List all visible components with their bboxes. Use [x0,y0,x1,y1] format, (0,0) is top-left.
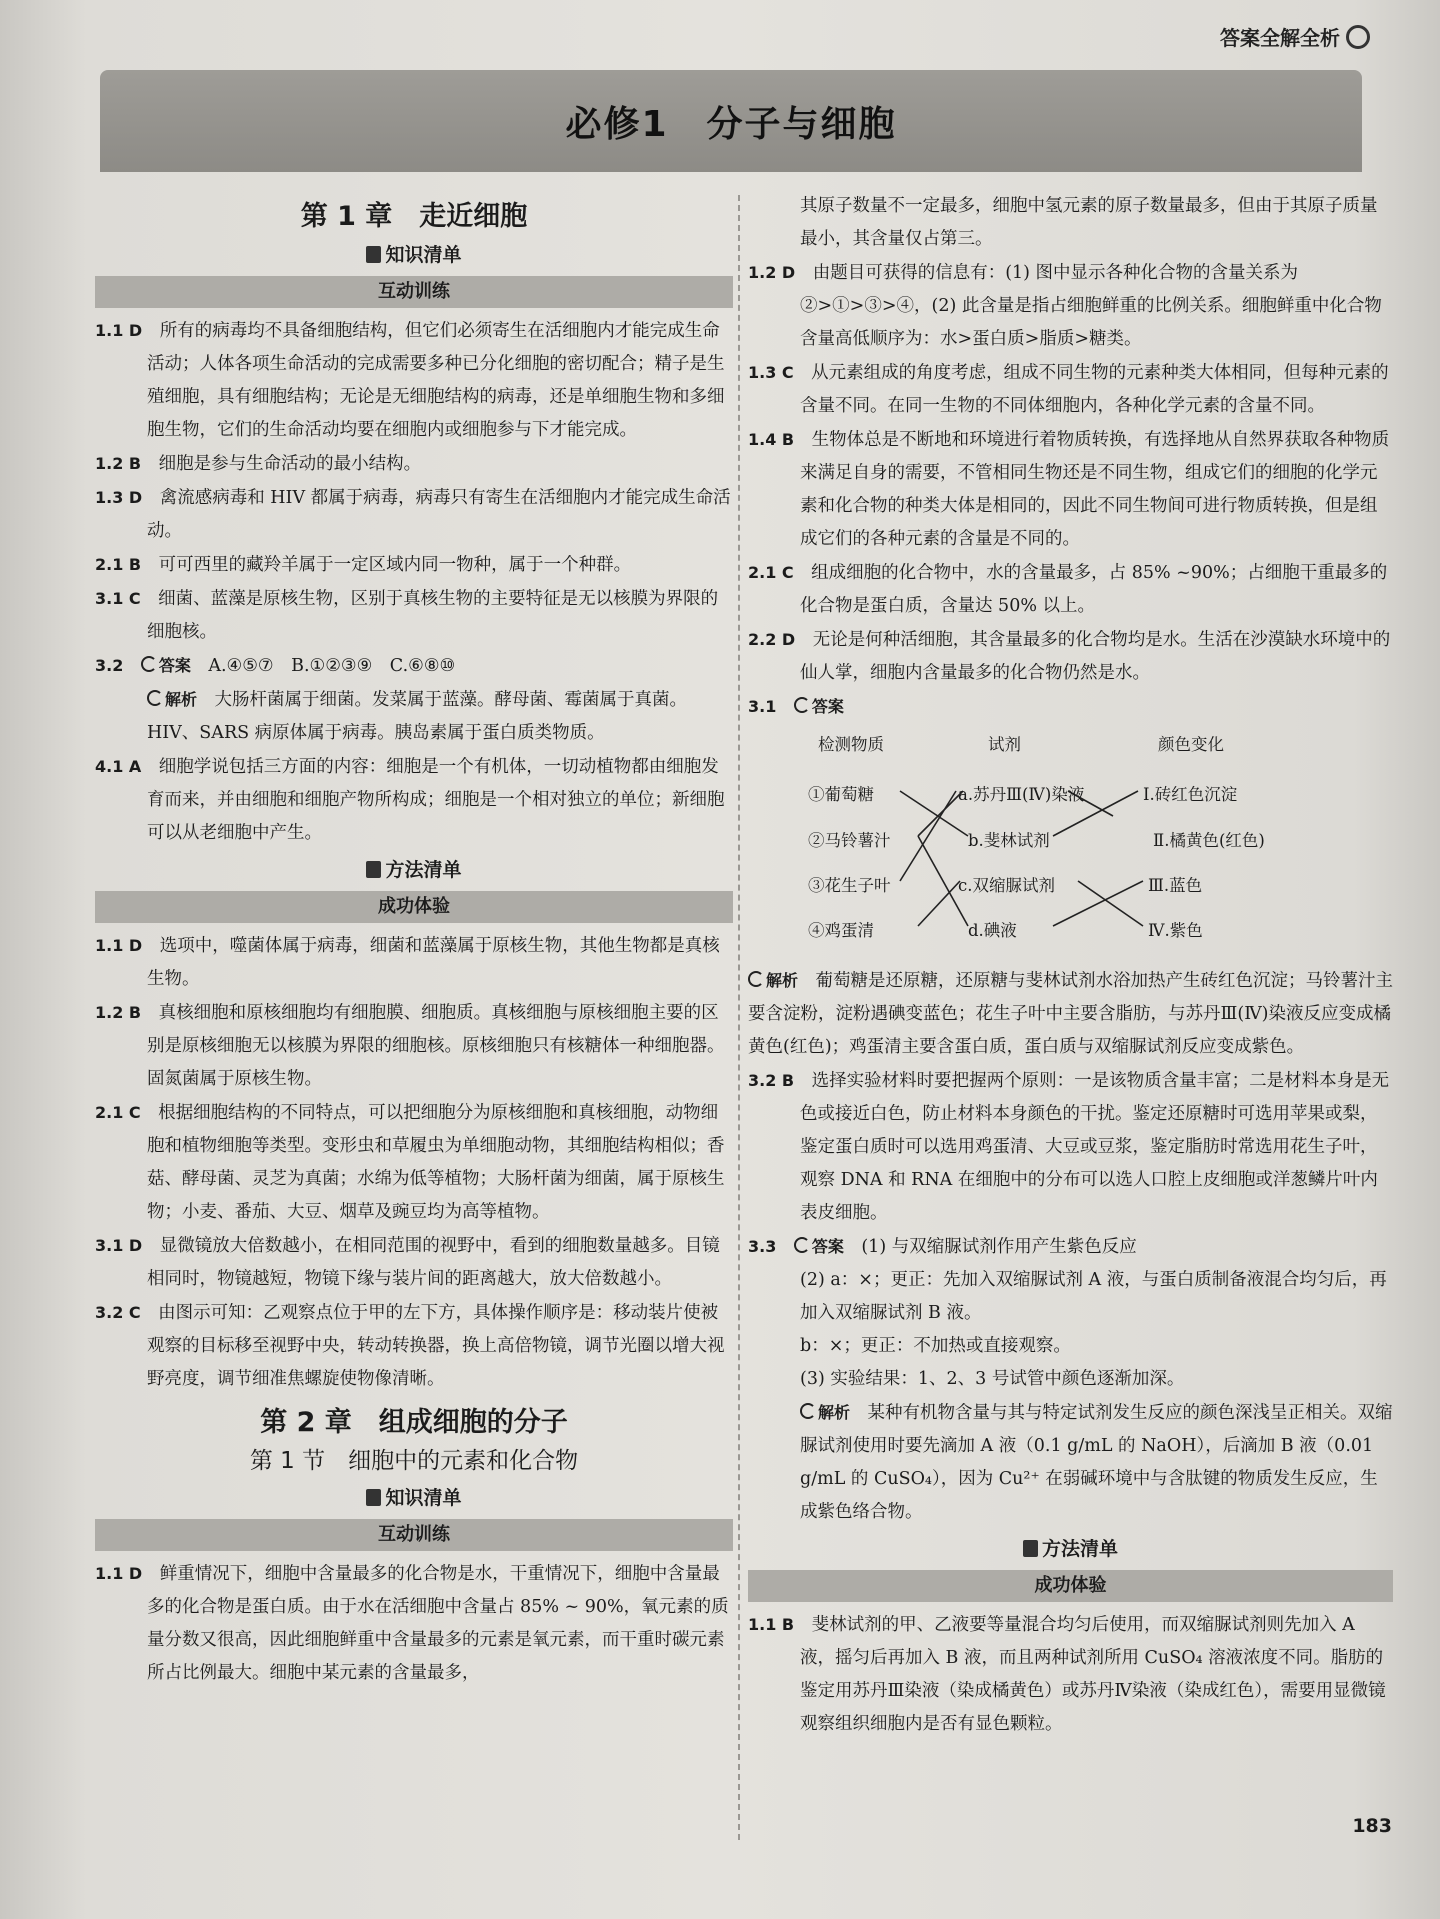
color-3: Ⅲ.蓝色 [1148,876,1203,895]
analysis-marker [748,971,798,990]
answer-marker [794,697,844,716]
item-text: 细胞是参与生命活动的最小结构。 [158,454,422,474]
item-text: 由图示可知：乙观察点位于甲的左下方，具体操作顺序是：移动装片使被观察的目标移至视野中央，转动转换器，换上高倍物镜，调节光圈以增大视野亮度，调节细准焦螺旋使物像清晰。 [147,1303,725,1389]
color-2: Ⅱ.橘黄色(红色) [1153,831,1265,850]
item-number: 1.1 D [95,321,143,340]
item-number: 3.1 C [95,589,141,608]
item-number: 2.1 C [95,1103,141,1122]
item-number: 2.2 D [748,630,796,649]
column-divider [738,195,740,1840]
header-substance: 检测物质 [818,735,884,754]
success-experience-bar: 成功体验 [748,1570,1393,1602]
item-number: 1.1 D [95,936,143,955]
book-icon [366,246,381,263]
answer-item [95,548,733,582]
answer-line: (2) a：×；更正：先加入双缩脲试剂 A 液，与蛋白质制备液混合均匀后，再加入双缩脲试剂 B 液。 [800,1270,1387,1323]
analysis-label: 解析 [766,971,799,990]
answer-item [95,582,733,649]
method-list-label: 方法清单 [1041,1538,1118,1560]
left-column [95,190,733,1690]
item-text: 所有的病毒均不具备细胞结构，但它们必须寄生在活细胞内才能完成生命活动；人体各项生命活动的完成需要多种已分化细胞的密切配合；精子是生殖细胞，具有细胞结构；无论是无细胞结构的病毒，还是单细胞生物和多细胞生物，它们的生命活动均要在细胞内或细胞参与下才能完成。 [147,321,725,440]
analysis-text: 大肠杆菌属于细菌。发菜属于蓝藻。酵母菌、霉菌属于真菌。HIV、SARS 病原体属于病毒。胰岛素属于蛋白质类物质。 [147,690,688,743]
knowledge-list-label: 知识清单 [385,1487,462,1509]
item-text: 从元素组成的角度考虑，组成不同生物的元素种类大体相同，但每种元素的含量不同。在同一生物的不同体细胞内，各种化学元素的含量不同。 [800,363,1389,416]
analysis-icon [147,690,163,706]
book-icon [1023,1540,1038,1557]
analysis-text: 葡萄糖是还原糖，还原糖与斐林试剂水浴加热产生砖红色沉淀；马铃薯汁主要含淀粉，淀粉遇碘变蓝色；花生子叶中主要含脂肪，与苏丹Ⅲ(Ⅳ)染液反应变成橘黄色(红色)；鸡蛋清主要含蛋白质，蛋白质与双缩脲试剂反应变成紫色。 [748,971,1394,1057]
item-number: 3.1 D [95,1236,143,1255]
item-number: 1.1 D [95,1564,143,1583]
answer-item-3-2 [95,649,733,683]
answer-icon [794,697,810,713]
answer-label: 答案 [158,656,191,675]
module-banner [100,70,1362,172]
item-text: 选择实验材料时要把握两个原则：一是该物质含量丰富；二是材料本身是无色或接近白色，防止材料本身颜色的干扰。鉴定还原糖时可选用苹果或梨，鉴定蛋白质时可以选用鸡蛋清、大豆或豆浆，鉴定脂肪时常选用花生子叶，观察 DNA 和 RNA 在细胞中的分布可以选人口腔上皮细胞或洋葱鳞片叶内表皮细胞。 [800,1071,1390,1223]
reagent-a: a.苏丹Ⅲ(Ⅳ)染液 [958,785,1085,804]
item-number: 3.1 [748,697,777,716]
substance-2: ②马铃薯汁 [808,831,891,850]
success-experience-bar: 成功体验 [95,891,733,923]
answer-item [95,1296,733,1396]
item-text: 选项中，噬菌体属于病毒，细菌和蓝藻属于原核生物，其他生物都是真核生物。 [147,936,720,989]
answer-item [95,750,733,850]
analysis-marker [800,1403,850,1422]
line-eggwhite-biuret [918,881,960,926]
item-number: 2.1 B [95,555,142,574]
answer-label: 答案 [811,1237,844,1256]
answer-item [748,356,1393,423]
line-peanut-sudan [900,791,956,881]
answer-item [748,623,1393,690]
reagent-d: d.碘液 [968,921,1017,940]
answer-item [95,1096,733,1229]
item-text: 细胞学说包括三方面的内容：细胞是一个有机体，一切动植物都由细胞发育而来，并由细胞和细胞产物所构成；细胞是一个相对独立的单位；新细胞可以从老细胞中产生。 [147,757,725,843]
answer-label: 答案 [811,697,844,716]
item-number: 1.3 C [748,363,794,382]
reagent-b: b.斐林试剂 [968,831,1050,850]
method-list-heading [748,1533,1393,1566]
item-text: 显微镜放大倍数越小，在相同范围的视野中，看到的细胞数量越多。目镜相同时，物镜越短，物镜下缘与装片间的距离越大，放大倍数越小。 [147,1236,720,1289]
continued-text: 其原子数量不一定最多，细胞中氢元素的原子数量最多，但由于其原子质量最小，其含量仅占第三。 [800,196,1378,249]
answer-item [95,481,733,548]
book-icon [366,861,381,878]
item-text: 生物体总是不断地和环境进行着物质转换，有选择地从自然界获取各种物质来满足自身的需要，不管相同生物还是不同生物，组成它们的细胞的化学元素和化合物的种类大体是相同的，因此不同生物间可进行物质转换，但是组成它们的各种元素的含量是不同的。 [800,430,1390,549]
item-number: 1.2 B [95,1003,142,1022]
answer-item-3-3 [748,1230,1393,1264]
header-reagent: 试剂 [988,735,1021,754]
answer-item [748,1064,1393,1230]
analysis-marker [147,690,197,709]
item-text: 组成细胞的化合物中，水的含量最多，占 85% ~90%；占细胞干重最多的化合物是蛋白质，含量达 50% 以上。 [800,563,1388,616]
item-number: 3.3 [748,1237,777,1256]
line-biuret-purple [1078,881,1143,926]
answer-item [95,929,733,996]
analysis-text: 某种有机物含量与其与特定试剂发生反应的颜色深浅呈正相关。双缩脲试剂使用时要先滴加 A 液（0.1 g/mL 的 NaOH），后滴加 B 液（0.01 g/mL 的 CuSO₄），因为 Cu²⁺ 在弱碱环境中与含肽键的物质发生反应，生成紫色络合物。 [800,1403,1393,1522]
answer-line: (1) 与双缩脲试剂作用产生紫色反应 [861,1237,1137,1257]
item-number: 3.2 [95,656,124,675]
substance-4: ④鸡蛋清 [808,921,874,940]
answer-icon [141,656,157,672]
answer-item [748,1608,1393,1741]
magnifier-logo-icon [1346,25,1370,49]
knowledge-list-heading [95,239,733,272]
page-number: 183 [1352,1815,1392,1837]
item-text: 细菌、蓝藻是原核生物，区别于真核生物的主要特征是无以核膜为界限的细胞核。 [147,589,719,642]
book-icon [366,1489,381,1506]
analysis-label: 解析 [165,690,198,709]
module-title: 必修1 分子与细胞 [565,103,897,145]
item-number: 1.1 B [748,1615,795,1634]
analysis-icon [800,1403,816,1419]
item-text: 真核细胞和原核细胞均有细胞膜、细胞质。真核细胞与原核细胞主要的区别是原核细胞无以核膜为界限的细胞核。原核细胞只有核糖体一种细胞器。固氮菌属于原核生物。 [147,1003,725,1089]
header-brand-text: 答案全解全析 [1220,26,1340,50]
item-number: 2.1 C [748,563,794,582]
matching-diagram [808,728,1393,958]
line-iodine-blue [1053,881,1143,926]
answer-item [95,1229,733,1296]
answer-item [95,314,733,447]
answer-line: b：×；更正：不加热或直接观察。 [800,1336,1071,1356]
answer-item [95,996,733,1096]
item-text: 斐林试剂的甲、乙液要等量混合均匀后使用，而双缩脲试剂则先加入 A 液，摇匀后再加入 B 液，而且两种试剂所用 CuSO₄ 溶液浓度不同。脂肪的鉴定用苏丹Ⅲ染液（染成橘黄色）或苏丹Ⅳ染液（染成红色），需要用显微镜观察组织细胞内是否有显色颗粒。 [800,1615,1386,1734]
header-color: 颜色变化 [1158,735,1224,754]
item-text: 无论是何种活细胞，其含量最多的化合物均是水。生活在沙漠缺水环境中的仙人掌，细胞内含量最多的化合物仍然是水。 [800,630,1391,683]
interactive-training-bar: 互动训练 [95,1519,733,1551]
analysis-block [748,964,1393,1064]
chapter2-title: 第 2 章 组成细胞的分子 [260,1407,568,1438]
color-1: Ⅰ.砖红色沉淀 [1143,785,1238,804]
item-text: 根据细胞结构的不同特点，可以把细胞分为原核细胞和真核细胞，动物细胞和植物细胞等类型。变形虫和草履虫为单细胞动物，其细胞结构相似；香菇、酵母菌、灵芝为真菌；水绵为低等植物；大肠杆菌为细菌，属于原核生物；小麦、番茄、大豆、烟草及豌豆均为高等植物。 [147,1103,725,1222]
item-number: 3.2 B [748,1071,795,1090]
answer-line: (3) 实验结果：1、2、3 号试管中颜色逐渐加深。 [800,1369,1185,1389]
answer-item [95,1557,733,1690]
answer-item [748,556,1393,623]
answer-marker [794,1237,844,1256]
item-number: 4.1 A [95,757,142,776]
answer-item [748,256,1393,356]
answer-item [748,423,1393,556]
answer-text: A.④⑤⑦ B.①②③⑨ C.⑥⑧⑩ [208,656,456,676]
right-column [748,190,1393,1741]
item-number: 3.2 C [95,1303,141,1322]
method-list-heading [95,854,733,887]
item-number: 1.3 D [95,488,143,507]
analysis-icon [748,971,764,987]
chapter1-title: 第 1 章 走近细胞 [300,201,528,232]
item-number: 1.4 B [748,430,795,449]
answer-marker [141,656,191,675]
answer-icon [794,1237,810,1253]
item-text: 禽流感病毒和 HIV 都属于病毒，病毒只有寄生在活细胞内才能完成生命活动。 [147,488,731,541]
item-text: 可可西里的藏羚羊属于一定区域内同一物种，属于一个种群。 [158,555,632,575]
answer-item-3-1 [748,690,1393,724]
knowledge-list-heading [95,1482,733,1515]
answer-item [95,447,733,481]
item-text: 由题目可获得的信息有：(1) 图中显示各种化合物的含量关系为②>①>③>④，(2) 此含量是指占细胞鲜重的比例关系。细胞鲜重中化合物含量高低顺序为：水>蛋白质>脂质>糖类。 [800,263,1382,349]
color-4: Ⅳ.紫色 [1148,921,1203,940]
matching-lines [808,728,1368,958]
header-brand [1220,22,1370,51]
substance-3: ③花生子叶 [808,876,891,895]
item-number: 1.2 B [95,454,142,473]
section1-title: 第 1 节 细胞中的元素和化合物 [249,1448,579,1474]
item-number: 1.2 D [748,263,796,282]
reagent-c: c.双缩脲试剂 [958,876,1055,895]
analysis-block [95,683,733,750]
line-potato-iodine [918,791,963,836]
interactive-training-bar: 互动训练 [95,276,733,308]
method-list-label: 方法清单 [385,859,462,881]
analysis-block [748,1396,1393,1529]
substance-1: ①葡萄糖 [808,785,874,804]
analysis-label: 解析 [818,1403,851,1422]
item-text: 鲜重情况下，细胞中含量最多的化合物是水，干重情况下，细胞中含量最多的化合物是蛋白质。由于水在活细胞中含量占 85% ~ 90%，氧元素的质量分数又很高，因此细胞鲜重中含量最多的元素是氧元素，而干重时碳元素所占比例最大。细胞中某元素的含量最多， [147,1564,729,1683]
knowledge-list-label: 知识清单 [385,244,462,266]
